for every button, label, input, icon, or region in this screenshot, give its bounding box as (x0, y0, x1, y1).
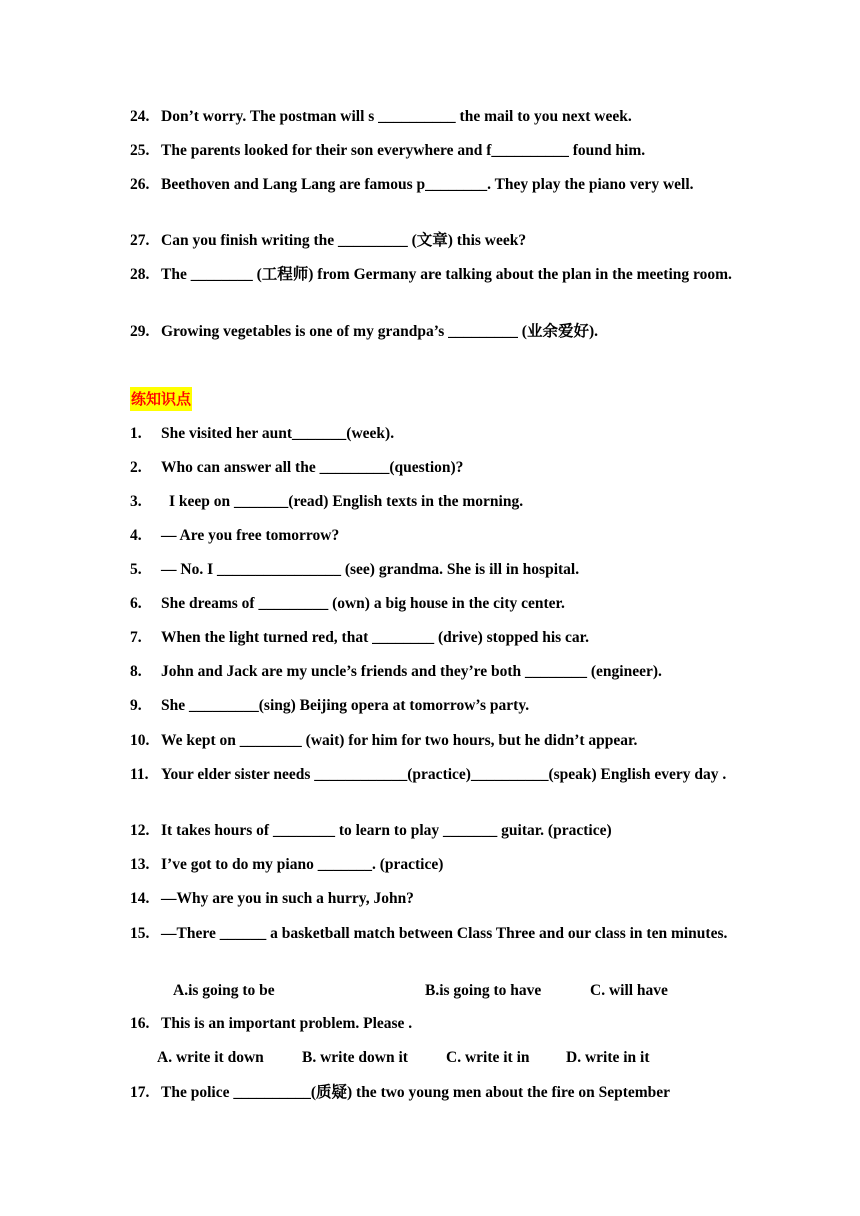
section-title: 练知识点 (130, 387, 192, 411)
question-number: 27. (130, 232, 150, 249)
question-text: Growing vegetables is one of my grandpa’s _________ (业余爱好). (161, 323, 599, 340)
question-text: Your elder sister needs ____________(practice)__________(speak) English every day . (161, 766, 727, 783)
question-number: 16. (130, 1015, 150, 1032)
question-number: 24. (130, 108, 150, 125)
question-number: 15. (130, 925, 150, 942)
question-number: 17. (130, 1084, 150, 1101)
question-number: 8. (130, 663, 142, 680)
question-number: 13. (130, 856, 150, 873)
question-text: — Are you free tomorrow? (161, 527, 340, 544)
option-b: B.is going to have (425, 982, 542, 999)
question-text: She _________(sing) Beijing opera at tomorrow’s party. (161, 697, 530, 714)
question-text: The parents looked for their son everywhere and f__________ found him. (161, 142, 646, 159)
question-text: She visited her aunt_______(week). (161, 425, 395, 442)
question-text: She dreams of _________ (own) a big house in the city center. (161, 595, 565, 612)
question-number: 6. (130, 595, 142, 612)
question-number: 12. (130, 822, 150, 839)
question-number: 11. (130, 766, 149, 783)
option-a: A. write it down (157, 1049, 264, 1066)
question-number: 14. (130, 890, 150, 907)
question-number: 3. (130, 493, 142, 510)
option-b: B. write down it (302, 1049, 408, 1066)
question-text: — No. I ________________ (see) grandma. She is ill in hospital. (161, 561, 580, 578)
option-a: A.is going to be (173, 982, 275, 999)
question-text: The police __________(质疑) the two young men about the fire on September (161, 1084, 671, 1101)
question-number: 29. (130, 323, 150, 340)
question-text: —Why are you in such a hurry, John? (161, 890, 414, 907)
option-d: D. write in it (566, 1049, 650, 1066)
question-number: 10. (130, 732, 150, 749)
question-number: 2. (130, 459, 142, 476)
question-text: Can you finish writing the _________ (文章) this week? (161, 232, 527, 249)
question-number: 5. (130, 561, 142, 578)
question-text: We kept on ________ (wait) for him for two hours, but he didn’t appear. (161, 732, 638, 749)
question-text: It takes hours of ________ to learn to play _______ guitar. (practice) (161, 822, 612, 839)
question-number: 9. (130, 697, 142, 714)
option-c: C. will have (590, 982, 668, 999)
question-number: 28. (130, 266, 150, 283)
question-number: 4. (130, 527, 142, 544)
question-text: —There ______ a basketball match between Class Three and our class in ten minutes. (161, 925, 728, 942)
question-text: Don’t worry. The postman will s __________ the mail to you next week. (161, 108, 632, 125)
question-text: Who can answer all the _________(question)? (161, 459, 464, 476)
question-number: 7. (130, 629, 142, 646)
question-number: 26. (130, 176, 150, 193)
option-c: C. write it in (446, 1049, 530, 1066)
question-text: When the light turned red, that ________ (drive) stopped his car. (161, 629, 589, 646)
question-text: The ________ (工程师) from Germany are talking about the plan in the meeting room. (161, 266, 732, 283)
question-number: 1. (130, 425, 142, 442)
question-text: I’ve got to do my piano _______. (practice) (161, 856, 444, 873)
question-text: Beethoven and Lang Lang are famous p________. They play the piano very well. (161, 176, 694, 193)
question-text: This is an important problem. Please . (161, 1015, 413, 1032)
question-text: I keep on _______(read) English texts in the morning. (169, 493, 524, 510)
question-number: 25. (130, 142, 150, 159)
question-text: John and Jack are my uncle’s friends and they’re both ________ (engineer). (161, 663, 662, 680)
